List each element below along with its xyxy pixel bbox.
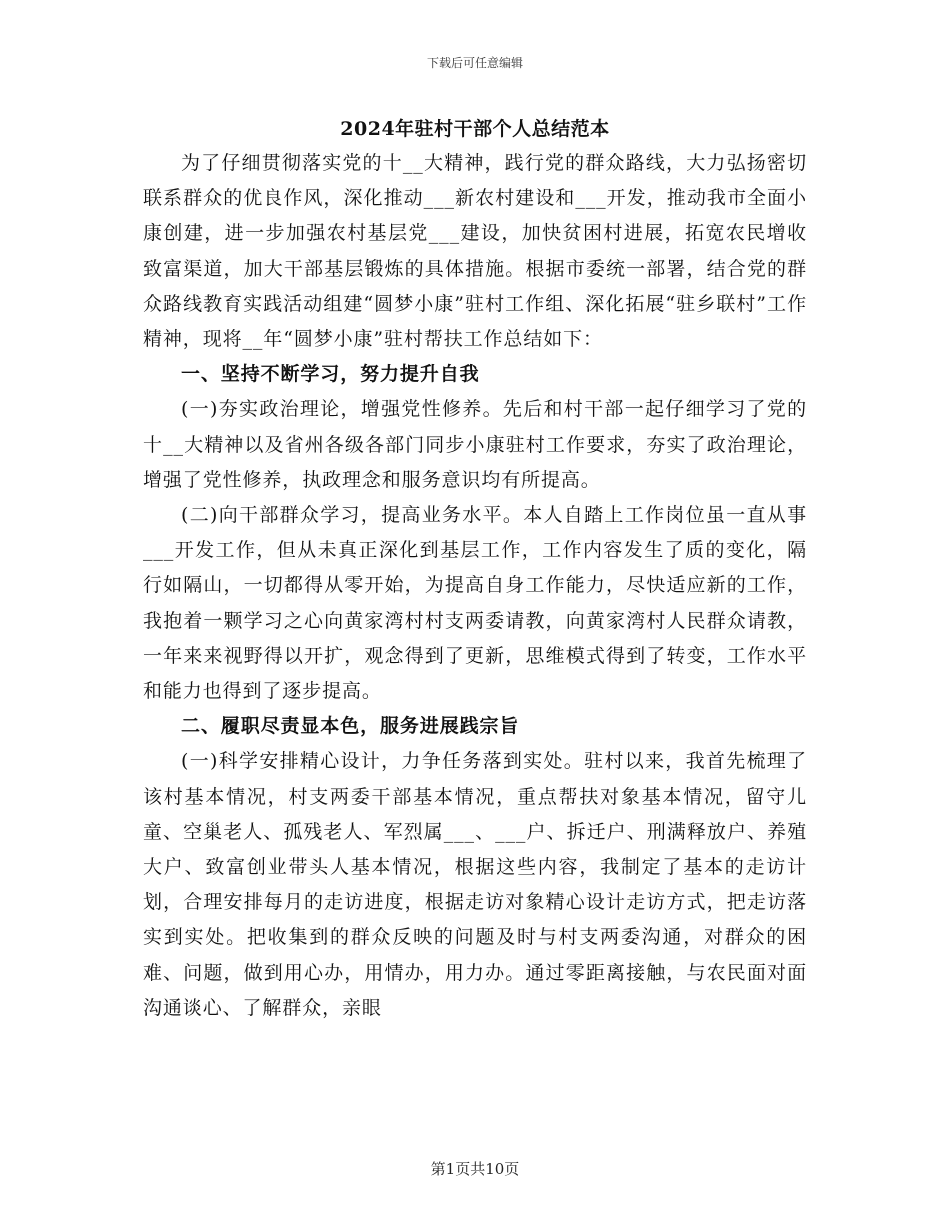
section-heading-2: 二、履职尽责显本色，服务进展践宗旨: [181, 715, 520, 738]
section-2-paragraph-1: (一)科学安排精心设计，力争任务落到实处。驻村以来，我首先梳理了该村基本情况，村支两委干部基本情况，重点帮扶对象基本情况，留守儿童、空巢老人、孤残老人、军烈属___、___户、拆迁户、刑满释放户、养殖大户、致富创业带头人基本情况，根据这些内容，我制定了基本的走访计划，合理安排每月的走访进度，根据走访对象精心设计走访方式，把走访落实到实处。把收集到的群众反映的问题及时与村支两委沟通，对群众的困难、问题，做到用心办，用情办，用力办。通过零距离接触，与农民面对面沟通谈心、了解群众，亲眼: [143, 750, 807, 1019]
page-header: 下载后可任意编辑: [426, 56, 523, 70]
section-1-paragraph-2: (二)向干部群众学习，提高业务水平。本人自踏上工作岗位虽一直从事___开发工作，但从未真正深化到基层工作，工作内容发生了质的变化，隔行如隔山，一切都得从零开始，为提高自身工作能力，尽快适应新的工作，我抱着一颗学习之心向黄家湾村村支两委请教，向黄家湾村人民群众请教，一年来来视野得以开扩，观念得到了更新，思维模式得到了转变，工作水平和能力也得到了逐步提高。: [143, 504, 807, 703]
section-1-paragraph-1: (一)夯实政治理论，增强党性修养。先后和村干部一起仔细学习了党的十__大精神以及省州各级各部门同步小康驻村工作要求，夯实了政治理论，增强了党性修养，执政理念和服务意识均有所提高。: [143, 398, 807, 491]
section-heading-1: 一、坚持不断学习，努力提升自我: [181, 363, 480, 386]
intro-paragraph: 为了仔细贯彻落实党的十__大精神，践行党的群众路线，大力弘扬密切联系群众的优良作风，深化推动___新农村建设和___开发，推动我市全面小康创建，进一步加强农村基层党___建设，加快贫困村进展，拓宽农民增收致富渠道，加大干部基层锻炼的具体措施。根据市委统一部署，结合党的群众路线教育实践活动组建“圆梦小康”驻村工作组、深化拓展“驻乡联村”工作精神，现将__年“圆梦小康”驻村帮扶工作总结如下：: [143, 152, 807, 351]
page-number: 第1页共10页: [430, 1160, 520, 1178]
document-body: [143, 146, 807, 1026]
document-title: 2024年驻村干部个人总结范本: [340, 118, 610, 140]
